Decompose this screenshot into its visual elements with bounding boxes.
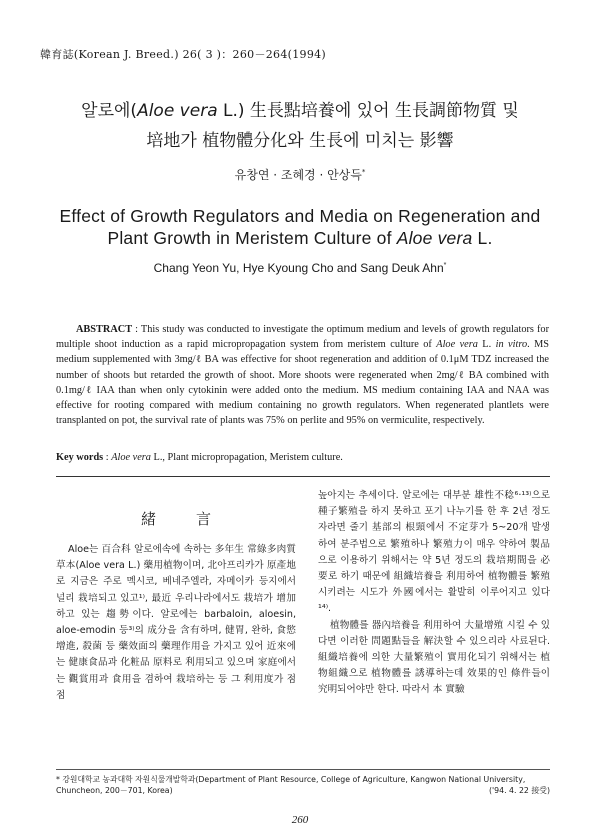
- korean-title-post: L.) 生長點培養에 있어 生長調節物質 및: [217, 101, 519, 121]
- received-date: ('94. 4. 22 接受): [488, 786, 550, 795]
- keywords-species: Aloe vera: [111, 452, 151, 463]
- abstract-text-a: : This study was conducted to investigate the optimum medium and levels of growth regulators for multiple shoot induction as a rapid micropropagation system from meristem culture of: [56, 324, 549, 351]
- page-number: 260: [291, 814, 309, 826]
- section-title-introduction: 緒言: [140, 510, 251, 528]
- abstract-text-c: . MS medium supplemented with 3mg/ℓ BA was effective for shoot regeneration and addition of 0.1μM TDZ increased the number of shoots but retarded the growth of shoot. More shoots were regenerated when 2mg/ℓ BA combined with 0.1mg/ℓ IAA than when only cytokinin were added onto the medium. MS medium containing IAA and NAA was effective for rooting compared with medium containing no growth regulators. When regenerated plantlets were transplanted on pot, the survival rate of plants was 75% on perlite and 95% on vermiculite, respectively.: [56, 339, 550, 427]
- korean-author-mark: *: [361, 168, 366, 176]
- journal-reference: 韓育誌(Korean J. Breed.) 26( 3 )：260－264(1994): [40, 48, 327, 61]
- abstract-text-b: L.: [477, 339, 496, 351]
- korean-author-names: 유창연 · 조혜경 · 안상득: [234, 168, 362, 182]
- footnote-mark: *: [56, 775, 60, 784]
- abstract-divider: [56, 476, 550, 477]
- english-author-names: Chang Yeon Yu, Hye Kyoung Cho and Sang Deuk Ahn: [153, 261, 444, 275]
- keywords-label: Key words: [56, 452, 104, 463]
- abstract-label: ABSTRACT: [76, 324, 133, 335]
- body-right-column: [318, 488, 550, 699]
- keywords: [56, 452, 343, 463]
- abstract-italic-a: Aloe vera: [436, 339, 478, 351]
- affiliation-footnote: [56, 774, 550, 796]
- right-column-paragraph-2: 植物體를 器內培養을 利用하여 大量增殖 시킬 수 있다면 이러한 問題點들을 解決할 수 있으리라 사료된다. 組織培養에 의한 大量繁殖이 實用化되기 위해서는 植物組織으로 植物體를 誘導하는데 效果的인 條件들이 究明되어야만 한다. 따라서 本 實驗: [318, 619, 550, 696]
- english-title-post: L.: [472, 228, 493, 248]
- english-author-mark: *: [443, 262, 447, 269]
- body-left-column: Aloe는 百合科 알로에속에 속하는 多年生 常綠多肉質 草本(Aloe vera L.) 藥用植物이며, 北아프리카가 原產地로 지금은 주로 멕시코, 베네주엘라, 자메이카 등지에서 널리 栽培되고 있고¹⁾, 最近 우리나라에서도 栽培가 增加하고 있는 趨勢이다. 알로에는 barbaloin, aloesin, aloe-emodin 등³⁾의 成分을 含有하며, 健胃, 완하, 食慾增進, 殺菌 등 藥效面의 藥理作用을 가지고 있어 近來에는 健康食品과 化粧品 原料로 利用되고 있으며 家庭에서는 觀賞用과 食用을 겸하여 栽培하는 등 그 利用度가 점점: [56, 544, 296, 701]
- footnote-divider: [56, 769, 550, 770]
- korean-authors: [40, 166, 560, 183]
- keywords-sep: :: [103, 452, 112, 463]
- english-title-line-2: [40, 228, 560, 249]
- english-title-pre: Plant Growth in Meristem Culture of: [107, 228, 397, 248]
- keywords-rest: L., Plant micropropagation, Meristem culture.: [150, 452, 343, 463]
- english-title-species: Aloe vera: [396, 228, 473, 248]
- korean-title-species: Aloe vera: [137, 101, 218, 121]
- abstract-italic-b: in vitro: [495, 339, 528, 351]
- english-title-line-1: Effect of Growth Regulators and Media on Regeneration and: [59, 206, 541, 226]
- footnote-text: 강원대학교 농과대학 자원식물개발학과(Department of Plant Resource, College of Agriculture, Kangwon National University, Chuncheon, 200－701, Korea): [56, 775, 526, 795]
- korean-title-line-2: 培地가 植物體分化와 生長에 미치는 影響: [146, 131, 454, 151]
- abstract: [56, 322, 549, 428]
- english-authors: [40, 261, 560, 275]
- right-column-paragraph-1: 높아지는 추세이다. 알로에는 대부분 雄性不稔⁶·¹³⁾으로 種子繁殖을 하지 못하고 포기 나누기를 한 후 2년 정도 자라면 줄기 基部의 根頸에서 不定芽가 5~20개 발생하여 분주법으로 繁殖하나 繁殖力이 매우 약하여 製品으로 이용하기 위해서는 약 5년 정도의 栽培期間을 必要로 하기 때문에 組織培養을 利用하여 植物體를 繁殖시키려는 시도가 外國에서는 활발히 이루어지고 있다¹⁴⁾.: [318, 490, 550, 615]
- korean-title-pre: 알로에(: [81, 101, 138, 121]
- korean-title-line-1: [40, 96, 560, 121]
